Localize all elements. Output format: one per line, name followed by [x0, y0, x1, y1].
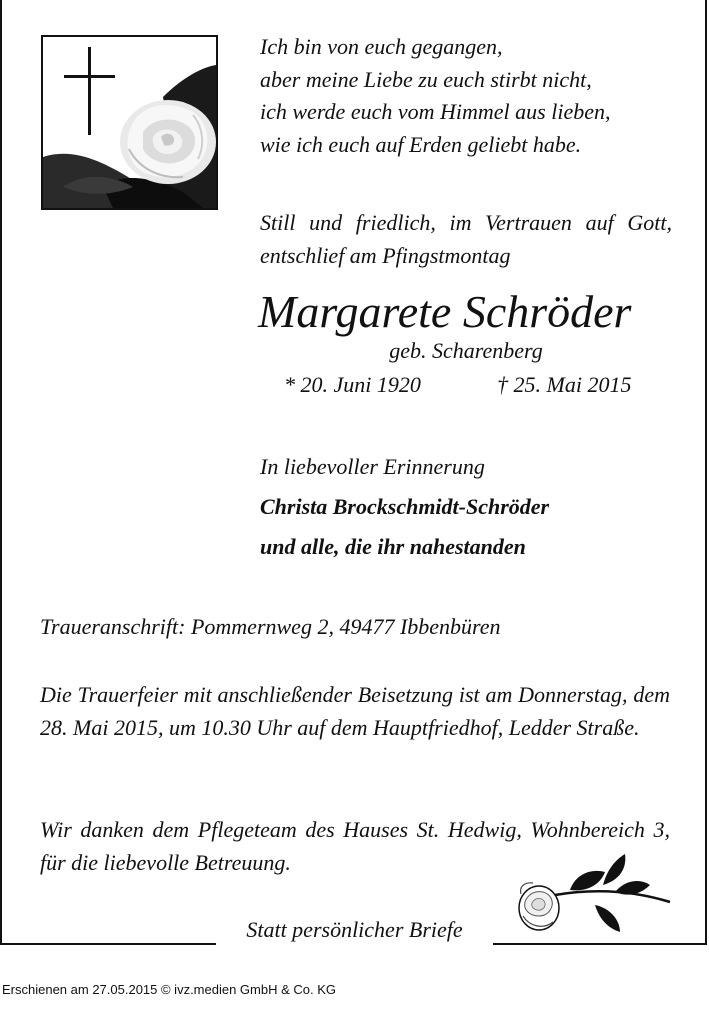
poem [260, 31, 680, 161]
mourner-name: und alle, die ihr nahestanden [260, 534, 526, 559]
birth-date: * 20. Juni 1920 [284, 372, 421, 397]
poem-line: aber meine Liebe zu euch stirbt nicht, [260, 66, 592, 92]
intro-text: Still und friedlich, im Vertrauen auf Gott, entschlief am Pfingstmontag [260, 210, 672, 268]
death-date: † 25. Mai 2015 [497, 372, 632, 397]
rose-icon [515, 850, 675, 940]
frame-right-border [705, 0, 707, 945]
mourning-address: Traueranschrift: Pommernweg 2, 49477 Ibbenbüren [40, 614, 501, 639]
poem-line: ich werde euch vom Himmel aus lieben, [260, 99, 611, 124]
thanks-text: Wir danken dem Pflegeteam des Hauses St. Hedwig, Wohnbereich 3, für die liebevolle Betreuung. [40, 817, 670, 875]
life-dates [260, 370, 672, 400]
rose-photo [41, 35, 218, 210]
remembrance-line: In liebevoller Erinnerung [260, 454, 485, 479]
frame-bottom-left-rule [0, 943, 216, 945]
mourner-name: Christa Brockschmidt-Schröder [260, 494, 550, 519]
maiden-name: geb. Scharenberg [389, 338, 543, 363]
publication-footer: Erschienen am 27.05.2015 © ivz.medien GmbH & Co. KG [2, 982, 337, 997]
poem-line: wie ich euch auf Erden geliebt habe. [260, 131, 582, 157]
poem-line: Ich bin von euch gegangen, [260, 34, 503, 59]
deceased-name: Margarete Schröder [258, 286, 632, 337]
frame-bottom-right-rule [493, 943, 707, 945]
cross-icon [61, 45, 121, 145]
frame-left-border [0, 0, 2, 945]
funeral-details: Die Trauerfeier mit anschließender Beisetzung ist am Donnerstag, dem 28. Mai 2015, um 10.30 Uhr auf dem Hauptfriedhof, Ledder Straße. [40, 682, 670, 740]
closing-line: Statt persönlicher Briefe [246, 917, 463, 942]
